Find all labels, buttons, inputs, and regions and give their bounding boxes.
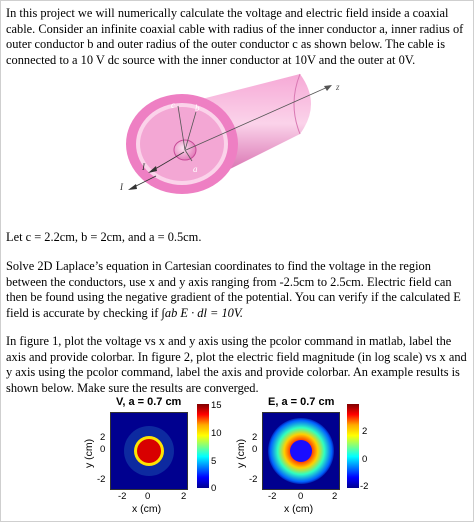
efield-xlabel: x (cm) xyxy=(284,503,314,515)
voltage-colorbar xyxy=(197,404,209,488)
task-text: Solve 2D Laplace’s equation in Cartesian coordinates to find the voltage in the region between the conductors, use x and y axis ranging from -2.5cm to 2.5cm. Electric field can then be found using the negative gradient of the potential. You can verify if the calculated E field is accurate by checking if xyxy=(6,259,461,320)
dimensions-paragraph: Let c = 2.2cm, b = 2cm, and a = 0.5cm. xyxy=(6,230,202,244)
label-z: z xyxy=(336,82,340,92)
voltage-cbar-tick: 15 xyxy=(211,400,222,411)
efield-xtick: 0 xyxy=(298,491,304,502)
label-current-2: I xyxy=(120,182,123,192)
efield-ytick: -2 xyxy=(249,474,258,485)
voltage-xtick: 0 xyxy=(145,491,151,502)
label-c: c xyxy=(171,100,175,110)
label-current-1: I xyxy=(142,162,145,172)
efield-plot xyxy=(232,392,377,517)
figures-paragraph: In figure 1, plot the voltage vs x and y axis using the pcolor command in matlab, label the axis and provide colorbar. In figure 2, plot the electric field magnitude (in log scale) vs x and y axis using the pcolor command, label the axis and provide colorbar. An example results is shown below. Make sure the results are converged. xyxy=(6,334,467,395)
efield-colorbar xyxy=(347,404,359,488)
efield-inner-conductor xyxy=(290,440,312,462)
efield-ytick: 2 xyxy=(252,432,258,443)
voltage-core-region xyxy=(137,439,161,463)
current-arrow-outer-head xyxy=(128,184,137,190)
label-b: b xyxy=(195,103,200,113)
voltage-xlabel: x (cm) xyxy=(132,503,162,515)
efield-ytick: 0 xyxy=(252,444,258,455)
voltage-cbar-tick: 5 xyxy=(211,456,217,467)
efield-cbar-tick: 0 xyxy=(362,454,368,465)
task-paragraph xyxy=(6,259,470,321)
voltage-xtick: 2 xyxy=(181,491,187,502)
z-arrow-head xyxy=(324,85,332,91)
voltage-ylabel: y (cm) xyxy=(83,438,95,468)
efield-cbar-tick: -2 xyxy=(360,481,369,492)
efield-ylabel: y (cm) xyxy=(235,438,247,468)
voltage-ytick: 0 xyxy=(100,444,106,455)
efield-cbar-tick: 2 xyxy=(362,426,368,437)
voltage-cbar-tick: 10 xyxy=(211,428,222,439)
efield-xtick: 2 xyxy=(332,491,338,502)
voltage-plot-title: V, a = 0.7 cm xyxy=(116,396,182,408)
line-integral-formula: ∫ab E · dl = 10V. xyxy=(161,305,243,320)
voltage-heatmap xyxy=(110,412,188,490)
efield-xtick: -2 xyxy=(268,491,277,502)
voltage-plot xyxy=(80,392,220,517)
voltage-ytick: 2 xyxy=(100,432,106,443)
voltage-xtick: -2 xyxy=(118,491,127,502)
intro-paragraph: In this project we will numerically calculate the voltage and electric field inside a coaxial cable. Consider an infinite coaxial cable with radius of the inner conductor a, inner radius of outer conductor b and outer radius of the outer conductor c as shown below. The cable is connected to a 10 V dc source with the inner conductor at 10V and the outer at 0V. xyxy=(6,6,464,67)
voltage-ytick: -2 xyxy=(97,474,106,485)
voltage-cbar-tick: 0 xyxy=(211,483,217,494)
efield-heatmap xyxy=(262,412,340,490)
label-a: a xyxy=(193,164,198,174)
efield-plot-title: E, a = 0.7 cm xyxy=(268,396,335,408)
coaxial-cable-diagram xyxy=(100,64,350,224)
